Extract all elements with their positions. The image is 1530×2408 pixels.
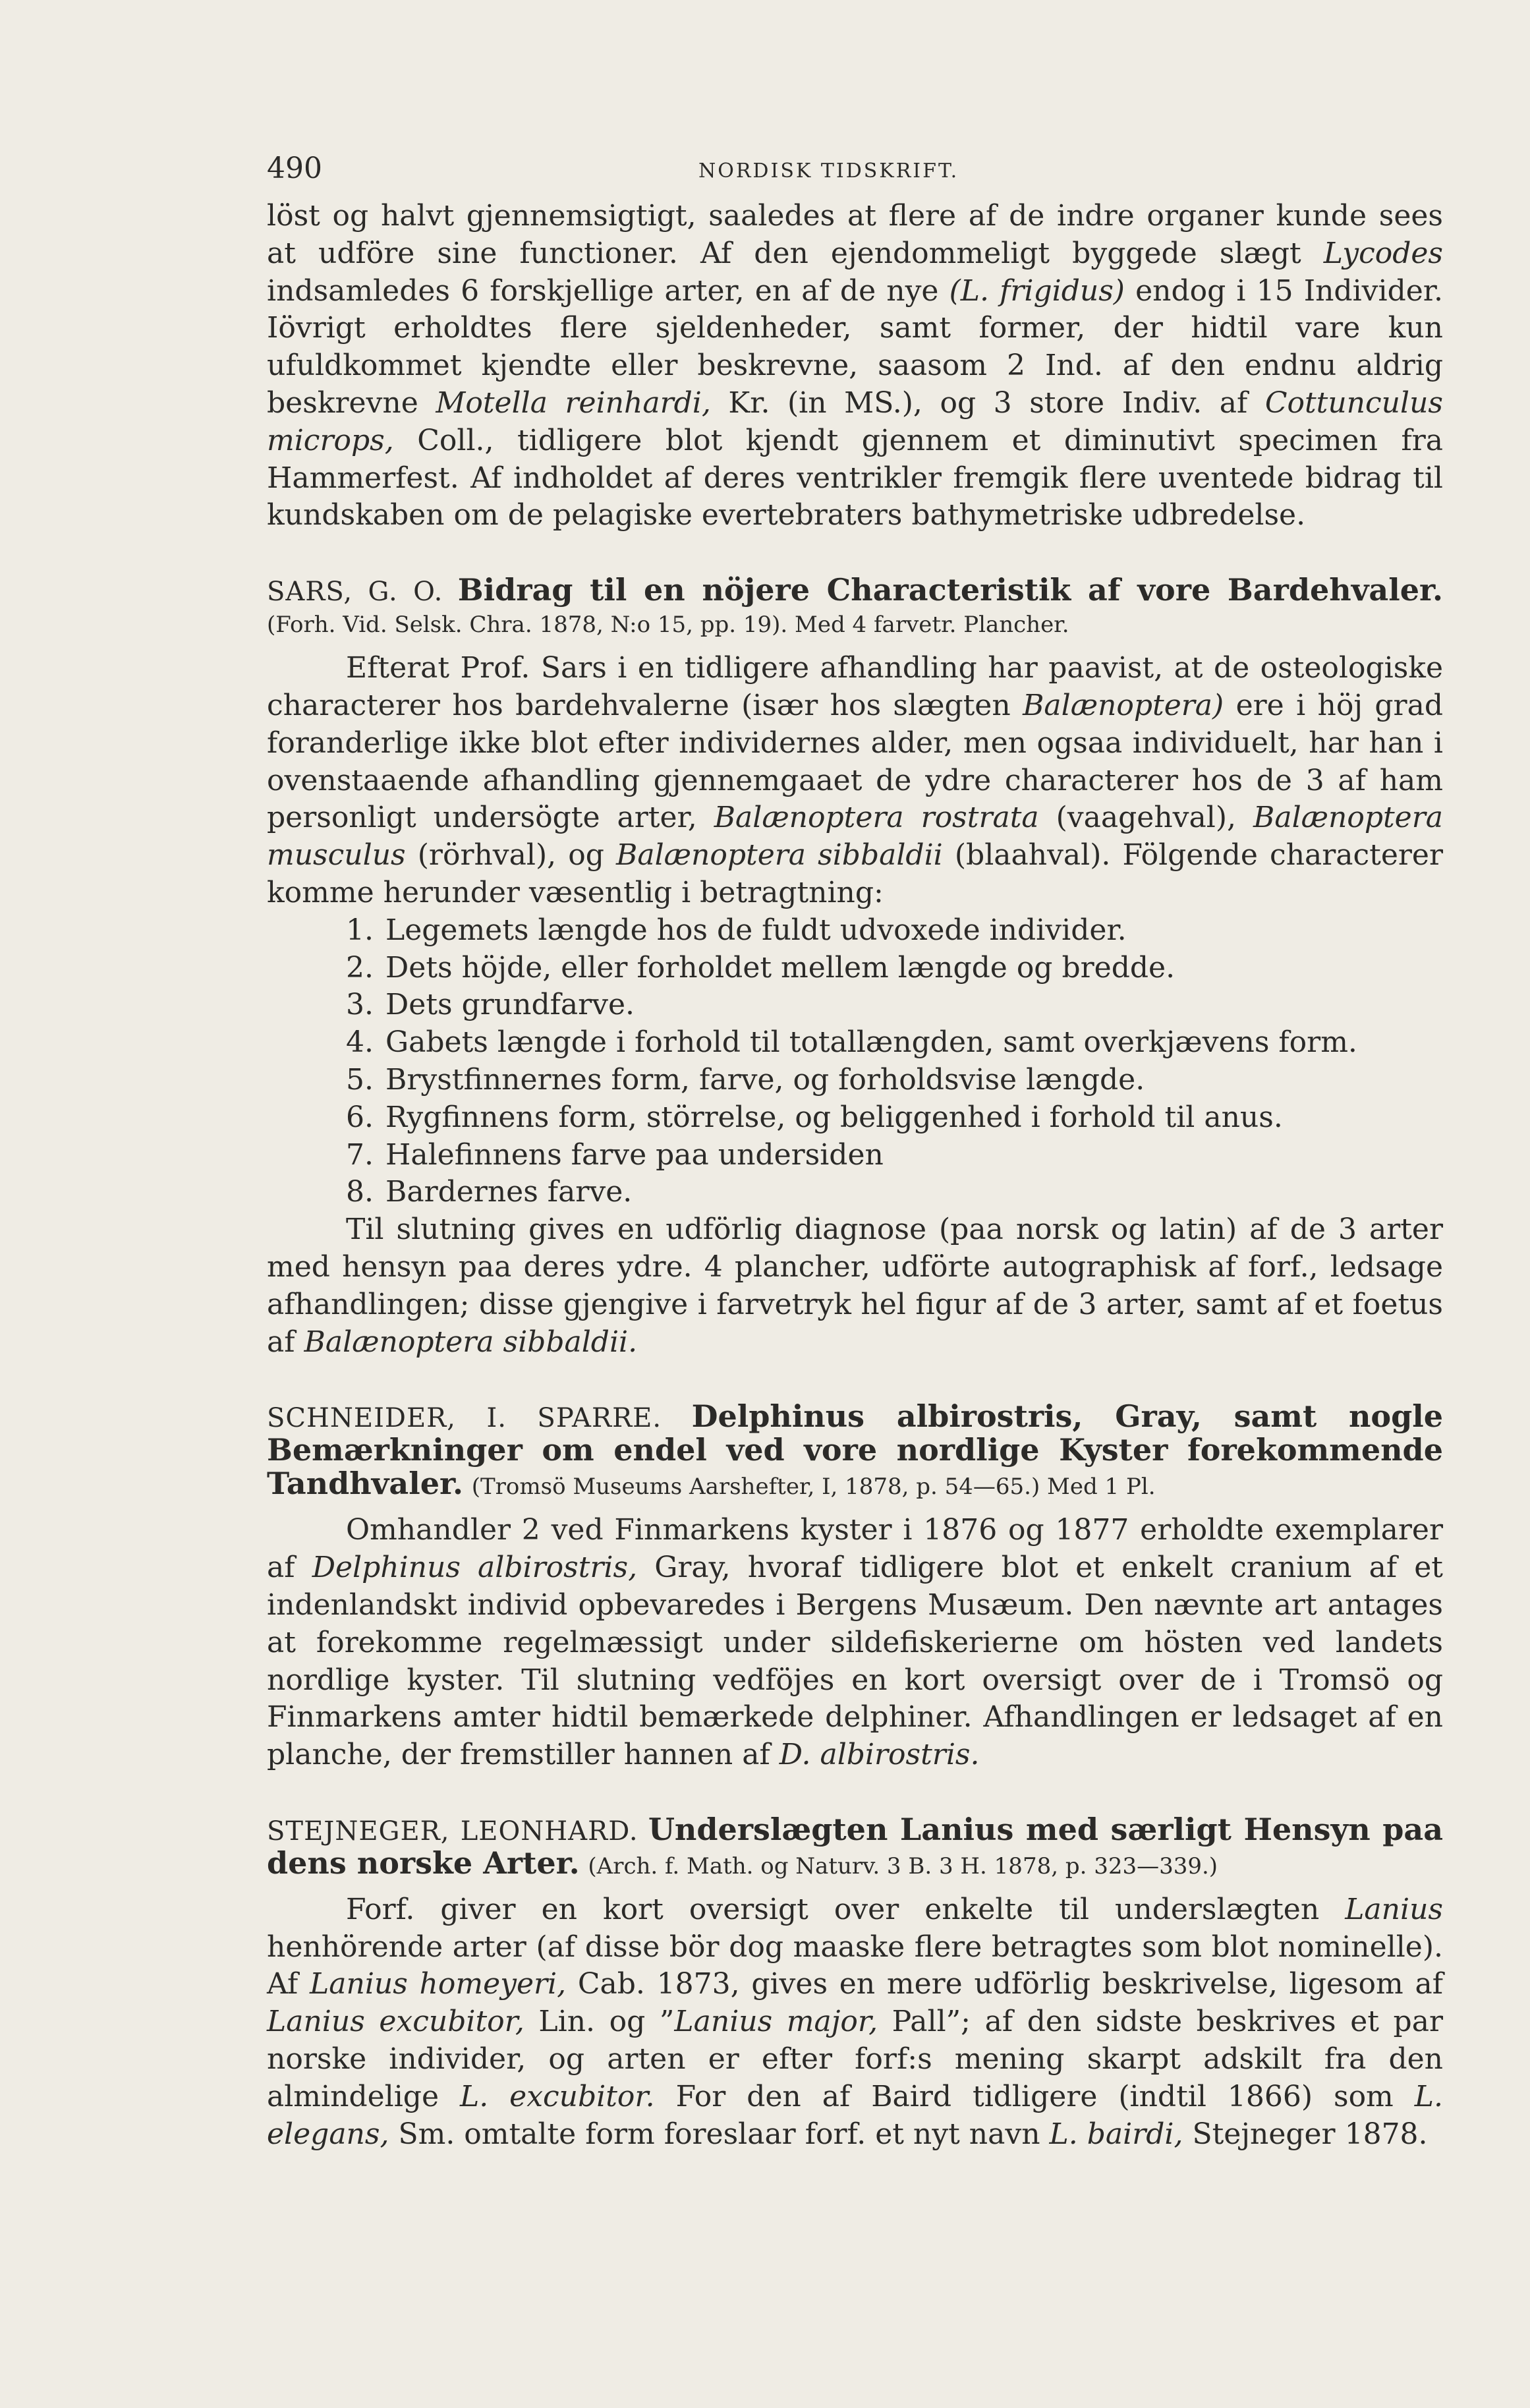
reference-heading bbox=[267, 1400, 1443, 1503]
list-item: 7. Halefinnens farve paa undersiden bbox=[346, 1137, 884, 1172]
page bbox=[267, 145, 1443, 2153]
entry-publication: (Arch. f. Math. og Naturv. 3 B. 3 H. 1878, p. 323—339.) bbox=[588, 1852, 1218, 1879]
journal-title: NORDISK TIDSKRIFT. bbox=[698, 159, 959, 183]
reference-heading bbox=[267, 574, 1443, 641]
list-item: 3. Dets grundfarve. bbox=[346, 988, 635, 1022]
entry-schneider bbox=[267, 1400, 1443, 1774]
entry-body: Efterat Prof. Sars i en tidligere afhandling har paavist, at de osteologiske characterer hos bardehvalerne (især hos slægten Balænoptera) ere i höj grad foranderlige ikke blot efter individernes alder, men ogsaa individuelt, har han i ovenstaaende afhandling gjennemgaaet de ydre characterer hos de 3 af ham personligt undersögte arter, Balænoptera rostrata (vaagehval), Balænoptera musculus (rörhval), og Balænoptera sibbaldii (blaahval). Fölgende characterer komme herunder væsentlig i betragtning: bbox=[267, 651, 1443, 909]
entry-stejneger bbox=[267, 1811, 1444, 2154]
list-item: 8. Bardernes farve. bbox=[346, 1175, 633, 1209]
running-head bbox=[267, 145, 1443, 198]
list-item: 4. Gabets længde i forhold til totallængden, samt overkjævens form. bbox=[346, 1025, 1357, 1060]
entry-closing: Til slutning gives en udförlig diagnose (paa norsk og latin) af de 3 arter med hensyn paa deres ydre. 4 plancher, udförte autographisk af forf., ledsage afhandlingen; disse gjengive i farvetryk hel figur af de 3 arter, samt af et foetus af Balænoptera sibbaldii. bbox=[267, 1213, 1443, 1359]
page-number: 490 bbox=[267, 152, 322, 185]
reference-heading bbox=[267, 1811, 1444, 1882]
entry-title: Underslægten Lanius med særligt Hensyn paa dens norske Arter. bbox=[267, 1811, 1444, 1881]
entry-author: STEJNEGER, LEONHARD. bbox=[267, 1816, 638, 1847]
entry-publication: (Forh. Vid. Selsk. Chra. 1878, N:o 15, pp. 19). Med 4 farvetr. Plancher. bbox=[267, 612, 1069, 639]
entry-author: SARS, G. O. bbox=[267, 577, 443, 608]
list-item: 5. Brystfinnernes form, farve, og forholdsvise længde. bbox=[346, 1062, 1145, 1097]
entry-body: Forf. giver en kort oversigt over enkelte til underslægten Lanius henhörende arter (af disse bör dog maaske flere betragtes som blot nominelle). Af Lanius homeyeri, Cab. 1873, gives en mere udförlig beskrivelse, ligesom af Lanius excubitor, Lin. og ”Lanius major, Pall”; af den sidste beskrives et par norske individer, og arten er efter forf:s mening skarpt adskilt fra den almindelige L. excubitor. For den af Baird tidligere (indtil 1866) som L. elegans, Sm. omtalte form foreslaar forf. et nyt navn L. bairdi, Stejneger 1878. bbox=[267, 1892, 1443, 2151]
entry-publication: (Tromsö Museums Aarshefter, I, 1878, p. 54—65.) Med 1 Pl. bbox=[471, 1474, 1156, 1501]
entry-author: SCHNEIDER, I. SPARRE. bbox=[267, 1403, 662, 1434]
list-item: 1. Legemets længde hos de fuldt udvoxede individer. bbox=[346, 913, 1127, 947]
criteria-list bbox=[267, 912, 1443, 1211]
entry-sars bbox=[267, 574, 1443, 1361]
entry-title: Bidrag til en nöjere Characteristik af vore Bardehvaler. bbox=[457, 572, 1444, 608]
intro-paragraph: löst og halvt gjennemsigtigt, saaledes at flere af de indre organer kunde sees at udföre sine functioner. Af den ejendommeligt byggede slægt Lycodes indsamledes 6 forskjellige arter, en af de nye (L. frigidus) endog i 15 Individer. Iövrigt erholdtes flere sjeldenheder, samt former, der hidtil vare kun ufuldkommet kjendte eller beskrevne, saasom 2 Ind. af den endnu aldrig beskrevne Motella reinhardi, Kr. (in MS.), og 3 store Indiv. af Cottunculus microps, Coll., tidligere blot kjendt gjennem et diminutivt specimen fra Hammerfest. Af indholdet af deres ventrikler fremgik flere uventede bidrag til kundskaben om de pelagiske evertebraters bathymetriske udbredelse. bbox=[267, 199, 1443, 532]
list-item: 2. Dets höjde, eller forholdet mellem længde og bredde. bbox=[346, 950, 1176, 985]
entry-body: Omhandler 2 ved Finmarkens kyster i 1876 og 1877 erholdte exemplarer af Delphinus albirostris, Gray, hvoraf tidligere blot et enkelt cranium af et indenlandskt individ opbevaredes i Bergens Musæum. Den nævnte art antages at forekomme regelmæssigt under sildefiskerierne om hösten ved landets nordlige kyster. Til slutning vedföjes en kort oversigt over de i Tromsö og Finmarkens amter hidtil bemærkede delphiner. Afhandlingen er ledsaget af en planche, der fremstiller hannen af D. albirostris. bbox=[267, 1513, 1443, 1772]
list-item: 6. Rygfinnens form, störrelse, og beliggenhed i forhold til anus. bbox=[346, 1100, 1283, 1134]
entry-title: Delphinus albirostris, Gray, samt nogle Bemærkninger om endel ved vore nordlige Kyster forekommende Tandhvaler. bbox=[267, 1398, 1444, 1502]
